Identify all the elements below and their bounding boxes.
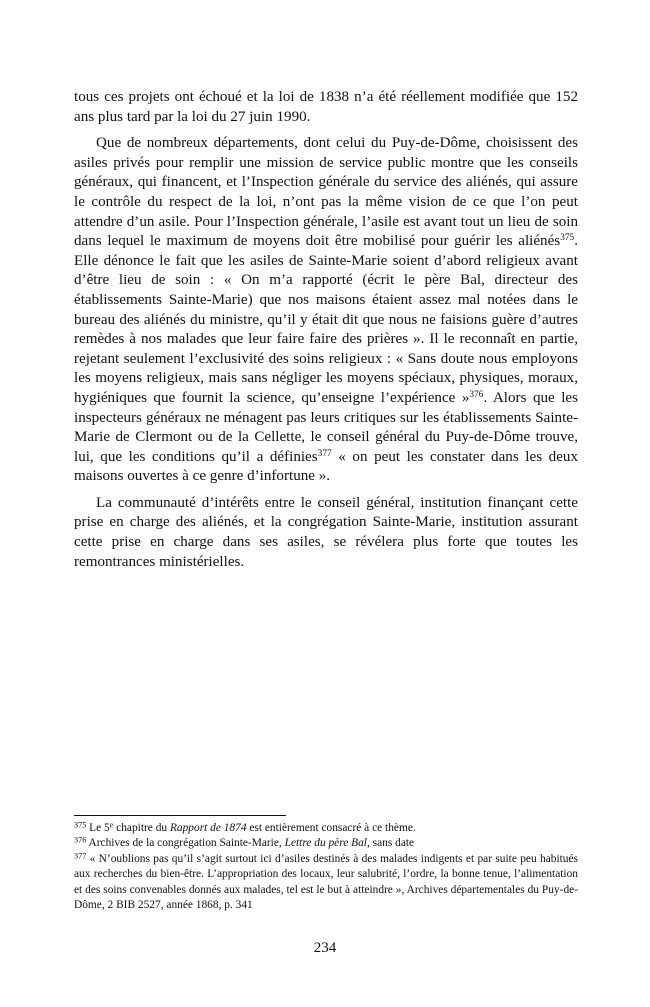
footnote-ref-375[interactable]: 375: [560, 233, 575, 244]
paragraph-text: « on peut les constater dans les deux maisons ouvertes à ce genre d’infortune ».: [74, 448, 578, 485]
footnote-title: Rapport de 1874: [169, 822, 247, 834]
footnote-superscript: e: [109, 820, 114, 830]
footnote-separator: [74, 815, 286, 816]
paragraph-communaute: [74, 494, 578, 572]
footnote-text: Archives de la congrégation Sainte-Marie,: [86, 837, 285, 850]
footnote-text: Le 5: [86, 822, 110, 834]
footnote-number: 377: [74, 851, 87, 861]
body-text: [74, 88, 578, 579]
footnote-377: [74, 852, 578, 914]
paragraph-text: tous ces projets ont échoué et la loi de 1838 n’a été réellement modifiée que 152 ans plus tard par la loi du 27 juin 1990.: [74, 89, 578, 125]
footnote-ref-376[interactable]: 376: [469, 389, 484, 400]
footnote-376: [74, 836, 578, 851]
paragraph-text: La communauté d’intérêts entre le conseil général, institution finançant cette prise en charge des aliénés, et la congrégation Sainte-Marie, institution assurant cette prise en charge dans ses asiles, se révélera plus forte que toutes les remontrances ministérielles.: [74, 494, 578, 570]
paragraph-asiles-prives: [74, 134, 578, 487]
footnote-number: 375: [74, 820, 87, 830]
paragraph-continuation: [74, 88, 578, 127]
page-number: 234: [313, 940, 337, 956]
footnote-text: chapitre du: [113, 822, 170, 834]
paragraph-text: . Alors que les inspecteurs généraux ne ménagent pas leurs critiques sur les établissements Sainte-Marie de Clermont ou de la Cellette, le conseil général du Puy-de-Dôme trouve, lui, que les conditions qu’il a définies: [74, 389, 578, 465]
paragraph-text: . Elle dénonce le fait que les asiles de Sainte-Marie soient d’abord religieux avant d’être lieu de soin : « On m’a rapporté (écrit le père Bal, directeur des établissements Sainte-Marie) que nos maisons étaient assez mal notées dans le bureau des aliénés du ministre, qu’il y était dit que nous ne faisions guère d’autres remèdes à nos malades que leur faire faire des prières ». Il le reconnaît en partie, rejetant seulement l’exclusivité des soins religieux : « Sans doute nous employons les moyens religieux, mais sans négliger les moyens spéciaux, physiques, moraux, hygiéniques que fournit la science, qu’enseigne l’expérience »: [74, 233, 578, 406]
footnote-title: Lettre du père Bal,: [284, 837, 370, 850]
footnotes: [74, 821, 578, 913]
footnote-text: sans date: [369, 837, 415, 850]
footnote-text: est entièrement consacré à ce thème.: [246, 822, 416, 834]
footnote-ref-377[interactable]: 377: [317, 448, 332, 459]
footnote-number: 376: [74, 836, 87, 846]
footnote-text: « N’oublions pas qu’il s’agit surtout ici d’asiles destinés à des malades indigents et par suite peu habitués aux recherches du bien-être. L’appropriation des locaux, leur salubrité, l’ordre, la bonne tenue, l’alimentation et des soins convenables donnés aux malades, tel est le but à atteindre », Archives départementales du Puy-de-Dôme, 2 BIB 2527, année 1868, p. 341: [74, 852, 578, 912]
paragraph-text: Que de nombreux départements, dont celui du Puy-de-Dôme, choisissent des asiles privés pour remplir une mission de service public montre que les conseils généraux, qui financent, et l’Inspection générale du service des aliénés, qui assure le contrôle du respect de la loi, n’ont pas la même vision de ce que l’on peut attendre d’un asile. Pour l’Inspection générale, l’asile est avant tout un lieu de soin dans lequel le maximum de moyens doit être mobilisé pour guérir les aliénés: [74, 135, 578, 250]
footnote-375: [74, 821, 578, 836]
